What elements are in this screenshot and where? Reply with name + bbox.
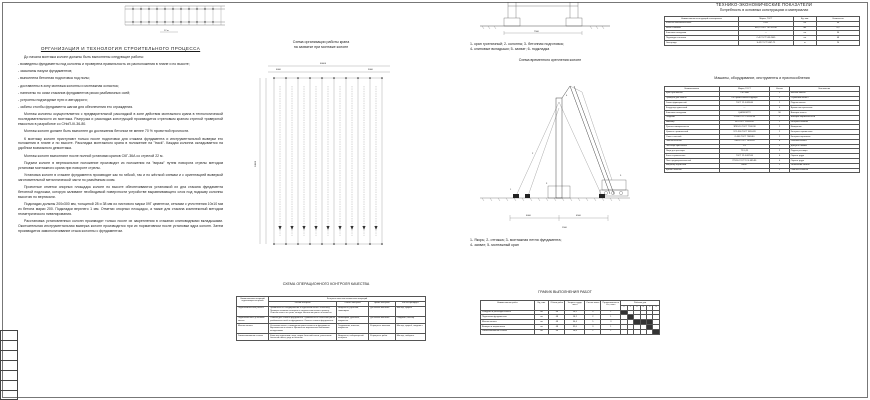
machines-cell-mark: ГОСТ 12.4.089-86	[719, 101, 770, 106]
resources-cell-name: Подкладки стальные	[665, 36, 739, 41]
works-schedule-table	[480, 300, 660, 396]
machines-cell-mark: Н-3 ГОСТ 10528-90	[719, 120, 770, 125]
machines-cell-mark: СКГ-36А	[719, 91, 770, 96]
qc-cell-composition: Качество подготовки стыка, марка бетонной смеси, уплотнение бетонной смеси, уход за бетоном.	[269, 334, 337, 341]
works-cell-labor: 28,6	[565, 329, 585, 334]
works-day-header: 4	[640, 305, 646, 310]
qc-cell-method: Визуально, рулеткой, нивелиром	[337, 306, 369, 316]
machines-cell-name: Траверса для колонн	[665, 96, 720, 101]
works-cell-vol: 48	[549, 329, 565, 334]
machines-header-mark: Марка, ГОСТ	[719, 87, 770, 92]
qc-cell-method: Теодолитом, отвесом, визуально	[337, 324, 369, 334]
works-cell-vol: 48	[549, 315, 565, 320]
machines-cell-qty: 4	[770, 139, 790, 144]
crane-plan-bay-dim: 6000	[276, 69, 281, 71]
qc-cell-op: Подготовка мест установки колонн	[237, 316, 269, 323]
resources-header-name: Наименование конструкций и материалов	[665, 17, 739, 22]
resources-title	[664, 2, 864, 16]
mount-dim-1: 6000	[526, 215, 531, 217]
machines-cell-purpose: Подъем колонн	[789, 101, 859, 106]
process-paragraph: - возведены фундаменты под колонны и проверена правильность их расположения в плане и по высоте;	[18, 62, 190, 67]
crane-plan-left-dim: 3000	[368, 69, 373, 71]
machines-cell-purpose: Рихтовка колонн	[789, 139, 859, 144]
mount-dim-3: 1500	[562, 227, 567, 229]
works-cell-name: Подготовка фундаментов	[481, 315, 535, 320]
machines-cell-qty: 2	[770, 101, 790, 106]
works-cell-dur: 3	[601, 320, 621, 325]
stamp-row	[1, 331, 17, 341]
process-paragraph: Расстановка установленных колонн производят только после их закрепления в стаканах клиновидными вкладышами. Окончательная инструментальная выверка колонн производится при их нормативном после установки ядра колонн. Затем производится замоноличивание стыка колонны с фундаментом.	[18, 219, 223, 234]
process-paragraph: - забиты столбы фундамента шагом для обеспечения его ограждения.	[18, 105, 134, 110]
crane-plan-vert-dim: 24000	[255, 160, 257, 167]
resources-cell-qty: 24	[817, 40, 860, 45]
machines-cell-qty: 4	[770, 158, 790, 163]
machines-cell-name: Кран гусеничный	[665, 91, 720, 96]
process-paragraph: - устроены подъездные пути и автодороги;	[18, 97, 88, 102]
mount-scheme-notes	[470, 238, 640, 256]
machines-cell-qty: 1	[770, 96, 790, 101]
mount-note-1: 1- Якорь; 2- оттяжка; 3- монтажная петля фундамента;	[470, 238, 562, 242]
qc-cell-method: Нивелиром, рулеткой, визуально	[337, 316, 369, 323]
mount-scheme-drawing	[470, 68, 640, 233]
machines-cell-purpose: Контроль горизонтали	[789, 130, 859, 135]
machines-cell-name: Щетка стальная	[665, 168, 720, 173]
works-cell-labor: 24,5	[565, 310, 585, 315]
process-paragraph: - нанесены по осям стаканов фундаментов риски разбивочных осей;	[18, 90, 131, 95]
resources-table	[664, 16, 860, 64]
qc-header-control: Контроль качества выполнения операций	[269, 297, 426, 302]
works-day-header: 1	[621, 305, 627, 310]
mount-leader-2: 2	[532, 153, 534, 155]
machines-cell-qty: 1	[770, 91, 790, 96]
machines-cell-name: Кондуктор одиночный	[665, 106, 720, 111]
works-day-header: 3	[634, 305, 640, 310]
works-cell-labor: 18,2	[565, 315, 585, 320]
machines-cell-qty: 1	[770, 115, 790, 120]
machines-cell-mark: Л-1	[719, 144, 770, 149]
machines-cell-mark: ЦНИИОМТП	[719, 110, 770, 115]
machines-cell-name: Рулетка измерительная	[665, 125, 720, 130]
qc-header-op: Наименование операций подлежащих контролю	[237, 297, 269, 307]
machines-cell-qty: 6	[770, 154, 790, 159]
machines-cell-mark: 2Т30П ГОСТ 10529-96	[719, 115, 770, 120]
process-paragraph: Установка колонн в стакане фундамента производят как по гибкой, так и по жёсткой схемам и с ориентацией выверкой заготовительной металлической части по разъёмным осям.	[18, 172, 223, 182]
machines-cell-mark: ТР-0,25	[719, 149, 770, 154]
works-cell-vol: 48	[549, 310, 565, 315]
works-cell-name: Выверка и закрепление	[481, 324, 535, 329]
qc-subheader-time: время контроля	[369, 301, 395, 306]
resources-cell-unit: шт	[793, 21, 816, 26]
works-header-vol: Объем работ	[549, 301, 565, 311]
machines-cell-name: Захват фрикционный	[665, 101, 720, 106]
resources-header-mark: Марка, ГОСТ	[739, 17, 794, 22]
machines-cell-name: Теодолит	[665, 115, 720, 120]
resources-cell-qty: 96	[817, 31, 860, 36]
machines-cell-mark: ИВ-47	[719, 163, 770, 168]
mount-scheme-title	[470, 58, 630, 68]
mount-dim-2: 4500	[576, 215, 581, 217]
process-paragraph: - доставлены в зону монтажа колонны и монтажная оснастка;	[18, 83, 119, 88]
resources-cell-name: Электроды	[665, 40, 739, 45]
works-cell-labor: 96,4	[565, 320, 585, 325]
column-section-dim: 7500	[534, 31, 539, 33]
qc-subheader-method: способ контроля	[337, 301, 369, 306]
works-day-header: 5	[646, 305, 652, 310]
resources-header-qty: Количество	[817, 17, 860, 22]
machines-cell-name: Ящик для раствора	[665, 149, 720, 154]
resources-title-line1: ТЕХНИКО-ЭКОНОМИЧЕСКИЕ ПОКАЗАТЕЛИ	[715, 2, 813, 7]
resources-cell-name: Клиновые вкладыши	[665, 31, 739, 36]
works-cell-unit: шт	[534, 320, 548, 325]
machines-cell-name: Пояс предохранительный	[665, 158, 720, 163]
table-row	[481, 329, 660, 334]
machines-cell-purpose: Охрана труда	[789, 158, 859, 163]
process-paragraph: Подъем колонн в вертикальное положение производят из положения на "вираж" путем поворота стрелы методом установки монтажного крана при повороте стрелы.	[18, 160, 223, 170]
works-cell-vol: 48	[549, 320, 565, 325]
resources-cell-mark: —	[739, 31, 794, 36]
resources-cell-mark: Э-42 ГОСТ 9467-75	[739, 40, 794, 45]
works-header-labor: Затраты труда, чел-ч	[565, 301, 585, 311]
machines-cell-purpose: Выверка вертикальности	[789, 115, 859, 120]
mount-leader-5: 5	[620, 175, 622, 177]
machines-cell-qty: 96	[770, 110, 790, 115]
process-paragraph: До начала монтажа колонн должны быть выполнены следующие работы:	[24, 55, 145, 59]
mount-scheme-title-text: Схема временного крепления колонн	[518, 58, 582, 62]
machines-cell-name: Каска строительная	[665, 154, 720, 159]
process-paragraph: Проектные отметки опорных площадок колонн по высоте обеспечиваются установкой их дна стакана фундамента бетонной подложки, которую заливают необходимой поверхности устройстве выравнивающего слоя под подошву колонны высотою по вертикали.	[18, 185, 223, 199]
qc-cell-op: Монтаж колонн	[237, 324, 269, 334]
title-block-stamp	[0, 330, 18, 400]
qc-cell-composition: Правильность складирования и подготовки колонн к монтажу. Проверка наличия паспортов и соответствия колонн проекту. Очистка колонн от грязи, наледи. Нанесение рисок на колонны.	[269, 306, 337, 316]
works-cell-dur: 1	[601, 315, 621, 320]
resources-cell-mark: В22,5 ГОСТ 7473-2010	[739, 26, 794, 31]
machines-cell-qty: 2	[770, 149, 790, 154]
process-paragraph: Монтаж колонны осуществляется с предварительной раскладкой в зоне действия монтажного крана в технологической последовательности их монтажа. Разгрузка и раскладка конструкций производится стреловым краном стрелой траверсной емкостью в разработке со СНиП-III-36-80.	[18, 112, 223, 127]
stamp-row	[1, 351, 17, 361]
framing-plan-dim: 12 м	[164, 30, 169, 32]
qc-table	[236, 296, 426, 396]
resources-cell-unit: кг	[793, 40, 816, 45]
machines-cell-mark: ГОСТ 12.4.087-84	[719, 154, 770, 159]
works-schedule-title	[480, 290, 650, 300]
qc-cell-composition: Отметки дна стакана фундамента. Правильность нанесения рисок разбивочных осей на фундаменте. Очистка стакана фундамента.	[270, 317, 335, 322]
works-day-header: 6	[653, 305, 660, 310]
machines-cell-mark: УС1-300 ГОСТ 9416-83	[719, 130, 770, 135]
machines-cell-name: Отвес стальной	[665, 134, 720, 139]
qc-cell-op: Подготовительные работы	[237, 306, 269, 316]
works-cell-name: Разгрузка и раскладка колонн	[481, 310, 535, 315]
resources-title-line2: Потребность в основных конструкциях и материалах	[719, 8, 809, 13]
machines-cell-purpose: Очистка стаканов	[789, 168, 859, 173]
works-cell-vol: 48	[549, 324, 565, 329]
works-cell-dur: 1	[601, 324, 621, 329]
machines-cell-name: Лом монтажный	[665, 139, 720, 144]
works-cell-crew: 2	[585, 315, 601, 320]
column-section-note-2: 4- клиновые вкладыши; 5- захват; 6- подкладка	[470, 47, 550, 52]
crane-plan-drawing	[250, 58, 400, 273]
machines-cell-purpose: Измерения	[789, 125, 859, 130]
mount-leader-4: 4	[566, 95, 568, 97]
mount-leader-3: 3	[546, 183, 548, 185]
resources-cell-name: Бетон тяжелый	[665, 26, 739, 31]
machines-cell-mark: ЗПК3-10 ГОСТ 7502-98	[719, 125, 770, 130]
resources-cell-unit: шт	[793, 36, 816, 41]
qc-cell-time: До начала монтажа	[369, 306, 395, 316]
crane-scheme-title-line2: на захватке при монтаже колонн	[293, 45, 349, 50]
machines-cell-qty: 2	[770, 144, 790, 149]
machines-cell-mark: ПП-1Б ГОСТ 12.4.089-86	[719, 158, 770, 163]
resources-cell-unit: шт	[793, 31, 816, 36]
machines-cell-purpose: Охрана труда	[789, 154, 859, 159]
qc-cell-time: В процессе монтажа	[369, 324, 395, 334]
machines-cell-mark: О-400 ГОСТ 7948-80	[719, 134, 770, 139]
qc-cell-who: Мастер, прораб	[395, 306, 425, 316]
works-cell-unit: шт	[534, 329, 548, 334]
machines-cell-name: Клиновые вкладыши	[665, 110, 720, 115]
process-paragraph: Монтаж колонн должен быть выполнен до достижения бетоном не менее 70 % проектной прочности.	[24, 129, 190, 134]
machines-title-text: Машины, оборудование, инструменты и приспособления	[714, 76, 810, 80]
resources-cell-name: Колонны железобетонные	[665, 21, 739, 26]
works-header-duration: Продолжительность, смен	[601, 301, 621, 311]
machines-cell-purpose: Уплотнение бетона	[789, 163, 859, 168]
qc-cell-who: Мастер, лаборант	[395, 334, 425, 341]
machines-title	[664, 76, 860, 84]
table-row	[237, 324, 426, 334]
qc-subheader-composition: состав контроля	[269, 301, 337, 306]
machines-header-purpose: Назначение	[789, 87, 859, 92]
works-header-name: Наименование работ	[481, 301, 535, 311]
stamp-row	[1, 381, 17, 391]
machines-cell-mark: —	[719, 168, 770, 173]
table-row	[665, 168, 860, 173]
qc-cell-composition: Установка колонн, совмещение рисок колонны и фундамента. Вертикальность колонн. Временное закрепление клиновыми вкладышами.	[269, 324, 337, 334]
machines-cell-purpose: Монтаж колонн	[789, 91, 859, 96]
process-description	[18, 0, 223, 400]
process-paragraph: - засыпаны пазухи фундаментов;	[18, 69, 73, 74]
resources-cell-qty: 6,2	[817, 26, 860, 31]
works-cell-labor: 32,0	[565, 324, 585, 329]
machines-cell-mark: —	[719, 106, 770, 111]
machines-cell-purpose: Доступ к стыкам	[789, 144, 859, 149]
mount-note-2: 4- захват; 5- монтажный кран	[470, 243, 519, 248]
machines-cell-name: Вибратор глубинный	[665, 163, 720, 168]
works-cell-unit: шт	[534, 310, 548, 315]
crane-scheme-title-line1: Схема организации работы крана	[292, 40, 350, 44]
works-cell-dur: 1	[601, 310, 621, 315]
machines-cell-purpose: Контроль отметок	[789, 120, 859, 125]
stamp-row	[1, 361, 17, 371]
machines-cell-purpose: Временное крепление	[789, 106, 859, 111]
works-header-crew: Состав звена	[585, 301, 601, 311]
crane-scheme-title	[236, 40, 406, 56]
works-cell-unit: шт	[534, 324, 548, 329]
column-section-drawing	[470, 0, 620, 40]
qc-title-text: СХЕМА ОПЕРАЦИОННОГО КОНТРОЛЯ КАЧЕСТВА	[282, 282, 370, 286]
works-day-header: 2	[627, 305, 633, 310]
machines-cell-purpose: Контроль вертикали	[789, 134, 859, 139]
works-cell-name: Монтаж колонн	[481, 320, 535, 325]
qc-cell-time: До начала монтажа	[369, 316, 395, 323]
machines-cell-purpose: Выверка колонн	[789, 110, 859, 115]
process-paragraph: Подкладки должны 200x300 мм, толщиной 28 и 38 мм из листового марки 09Г цементом, сетками с уплотнения 10x10 мм из бетона марки 200. Подкладки верхнего 1 мм. Отметки опорных площадок, а также для стакана комплексный методом геометрического нивелирования.	[18, 202, 223, 217]
crane-plan-total-dim: 60000	[320, 63, 327, 65]
table-row	[237, 306, 426, 316]
works-cell-crew: 5	[585, 320, 601, 325]
resources-cell-mark: Ст3 ГОСТ 535-2005	[739, 36, 794, 41]
works-cell-unit: шт	[534, 315, 548, 320]
works-cell-dur: 1	[601, 329, 621, 334]
table-row	[237, 334, 426, 341]
qc-cell-op: Замоноличивание стыков	[237, 334, 269, 341]
machines-cell-mark: ПИ Промстальконструкция	[719, 96, 770, 101]
resources-header-unit: Ед. изм.	[793, 17, 816, 22]
works-cell-crew: 2	[585, 329, 601, 334]
resources-cell-unit: м3	[793, 26, 816, 31]
machines-header-qty: Кол-во	[770, 87, 790, 92]
process-paragraph: - выполнена бетонная подготовка под полы;	[18, 76, 90, 81]
table-row	[665, 40, 860, 45]
works-cell-crew: 4	[585, 310, 601, 315]
machines-cell-qty: 4	[770, 106, 790, 111]
resources-cell-qty: 48	[817, 36, 860, 41]
works-header-unit: Ед. изм.	[534, 301, 548, 311]
machines-cell-name: Лестница приставная	[665, 144, 720, 149]
process-paragraph: К монтажу колонн приступают только после подготовки для стакана фундамента и инструментальной выверки его положения в плане и по высоте. Раскладка монтажного крана в положение на "track". Каждая колонна складывается на удобном возможного демонтажа.	[18, 136, 223, 151]
machines-cell-purpose: Подача раствора	[789, 149, 859, 154]
machines-header-name: Наименование	[665, 87, 720, 92]
stamp-row	[1, 371, 17, 381]
machines-table	[664, 86, 860, 296]
qc-title	[236, 282, 416, 292]
machines-cell-name: Уровень строительный	[665, 130, 720, 135]
works-header-days: Рабочие дни	[621, 301, 660, 306]
resources-cell-mark: КЭ-1	[739, 21, 794, 26]
column-section-note-1: 1- кран гусеничный; 2- колонна; 3- бетонная подготовка;	[470, 42, 564, 46]
works-schedule-title-text: ГРАФИК ВЫПОЛНЕНИЯ РАБОТ	[538, 290, 592, 294]
machines-cell-name: Нивелир	[665, 120, 720, 125]
qc-cell-method: Визуально, лабораторный контроль	[337, 334, 369, 341]
machines-cell-qty: 2	[770, 168, 790, 173]
qc-cell-who: Мастер, прораб, геодезист	[395, 324, 425, 334]
qc-cell-who: Геодезист, мастер	[395, 316, 425, 323]
stamp-row	[1, 341, 17, 351]
mount-leader-1: 1	[510, 189, 512, 191]
machines-cell-qty: 2	[770, 125, 790, 130]
resources-cell-qty: 48	[817, 21, 860, 26]
table-row	[237, 316, 426, 323]
machines-cell-qty: 1	[770, 120, 790, 125]
machines-cell-qty: 2	[770, 134, 790, 139]
qc-subheader-who: кто контролирует	[395, 301, 425, 306]
machines-cell-qty: 1	[770, 163, 790, 168]
process-heading: ОРГАНИЗАЦИЯ И ТЕХНОЛОГИЯ СТРОИТЕЛЬНОГО ПРОЦЕССА	[40, 46, 201, 51]
works-cell-crew: 3	[585, 324, 601, 329]
machines-cell-mark: ЛМ-24 ГОСТ 1405-83	[719, 139, 770, 144]
machines-cell-qty: 2	[770, 130, 790, 135]
process-paragraph: Монтаж колонн выполняют после полной установки кранов СКГ-36А со стрелой 22 м.	[24, 153, 164, 158]
machines-cell-purpose: Строповка колонн	[789, 96, 859, 101]
works-cell-name: Замоноличивание стыков	[481, 329, 535, 334]
qc-cell-time: В процессе работ	[369, 334, 395, 341]
